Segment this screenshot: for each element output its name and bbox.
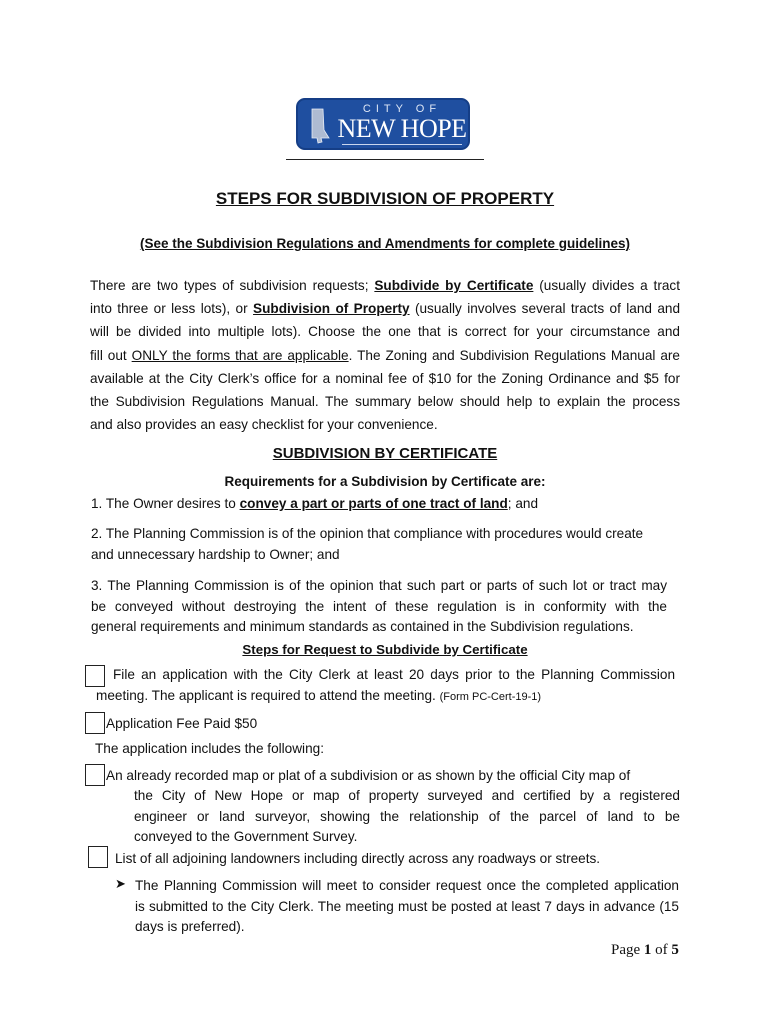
section-heading: SUBDIVISION BY CERTIFICATE (272, 445, 498, 462)
step-3-checkbox[interactable] (85, 764, 105, 786)
logo-name-text: NEW HOPE (337, 114, 467, 143)
intro-line-2: into three or less lots), or Subdivision of Property (usually involves several tracts of land and (90, 301, 681, 317)
step-3-line-4: conveyed to the Government Survey. (134, 829, 358, 844)
header-rule (286, 159, 484, 160)
intro-paragraph (90, 274, 680, 436)
requirement-3-line-3: general requirements and minimum standards as contained in the Subdivision regulations. (91, 619, 634, 634)
step-4-text: List of all adjoining landowners including directly across any roadways or streets. (115, 851, 601, 866)
requirement-1: 1. The Owner desires to convey a part or parts of one tract of land; and (91, 496, 538, 511)
arrow-bullet-icon: ➤ (115, 876, 126, 891)
intro-line-4: fill out ONLY the forms that are applicable. The Zoning and Subdivision Regulations Manual are (90, 347, 680, 363)
requirement-3-line-1: 3. The Planning Commission is of the opinion that such part or parts of such lot or tract may (91, 578, 667, 593)
intro-line-7: and also provides an easy checklist for your convenience. (90, 417, 438, 433)
page-number: Page 1 of 5 (611, 942, 679, 958)
state-outline-icon (307, 108, 333, 144)
intro-line-1: There are two types of subdivision requests; Subdivide by Certificate (usually divides a tract (90, 278, 680, 293)
city-logo (296, 98, 470, 150)
logo-divider (342, 144, 462, 145)
intro-line-6: the Subdivision Regulations Manual. The summary below should help to explain the process (90, 394, 680, 410)
requirement-2-line-1: 2. The Planning Commission is of the opinion that compliance with procedures would create (91, 526, 644, 541)
requirement-2 (91, 524, 681, 565)
step-3-body (134, 786, 680, 848)
step-3-line-1: An already recorded map or plat of a subdivision or as shown by the official City map of (106, 768, 631, 783)
planning-note-line-3: days is preferred). (135, 919, 245, 934)
document-subtitle: (See the Subdivision Regulations and Amendments for complete guidelines) (139, 236, 631, 251)
step-1-line-1: File an application with the City Clerk at least 20 days prior to the Planning Commission (113, 667, 675, 682)
includes-text: The application includes the following: (95, 741, 324, 756)
requirement-2-line-2: and unnecessary hardship to Owner; and (91, 546, 340, 562)
step-3-line-3: engineer or land surveyor, showing the relationship of the parcel of land to be (134, 808, 680, 824)
logo-city-text: CITY OF (362, 103, 442, 115)
planning-note-line-1: The Planning Commission will meet to consider request once the completed application (135, 878, 679, 893)
steps-heading: Steps for Request to Subdivide by Certificate (242, 642, 528, 657)
step-2-checkbox[interactable] (85, 712, 105, 734)
intro-line-5: available at the City Clerk’s office for a nominal fee of $10 for the Zoning Ordinance and $5 for (90, 370, 680, 386)
requirements-heading: Requirements for a Subdivision by Certificate are: (224, 474, 546, 489)
step-1-line-2: meeting. The applicant is required to attend the meeting. (Form PC-Cert-19-1) (96, 688, 542, 703)
planning-note-line-2: is submitted to the City Clerk. The meeting must be posted at least 7 days in advance (15 (135, 898, 679, 914)
step-1-form-ref: (Form PC-Cert-19-1) (439, 691, 542, 703)
intro-line-3: will be divided into multiple lots). Choose the one that is correct for your circumstance and (90, 324, 680, 340)
step-3-line-2: the City of New Hope or map of property surveyed and certified by a registered (134, 788, 680, 803)
planning-note (135, 876, 679, 938)
step-1-checkbox[interactable] (85, 665, 105, 687)
step-4-checkbox[interactable] (88, 846, 108, 868)
step-2-text: Application Fee Paid $50 (106, 716, 258, 731)
document-title: STEPS FOR SUBDIVISION OF PROPERTY (215, 189, 555, 208)
requirement-3 (91, 576, 667, 638)
requirement-3-line-2: be conveyed without destroying the intent of these regulation is in conformity with the (91, 598, 667, 614)
